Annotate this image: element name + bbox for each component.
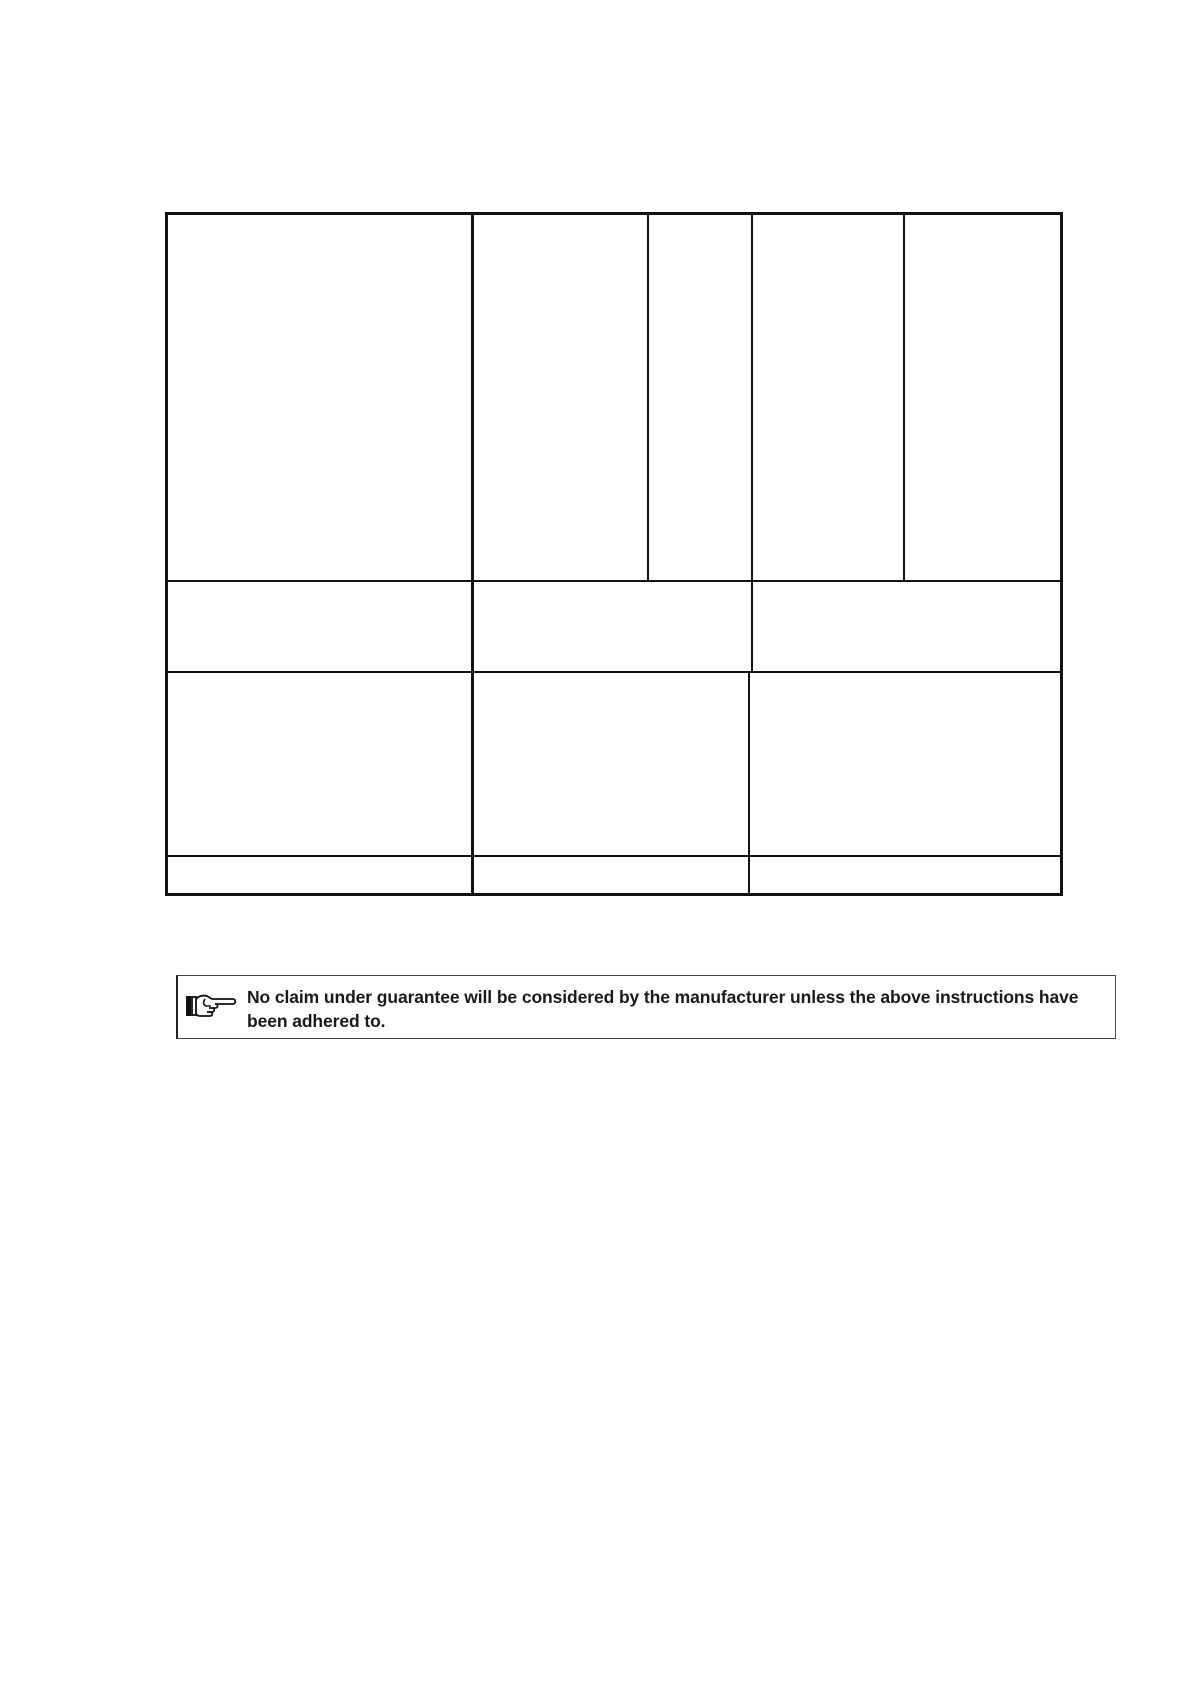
table-row-divider xyxy=(168,855,1060,857)
table-column-divider xyxy=(751,215,753,672)
table-column-divider xyxy=(748,671,750,893)
table-column-divider xyxy=(647,215,649,581)
table-column-divider xyxy=(471,215,474,893)
guarantee-notice xyxy=(176,975,1116,1039)
table-column-divider xyxy=(903,215,905,581)
table-row-divider xyxy=(168,580,1060,582)
blank-form-table xyxy=(165,212,1063,896)
table-row-divider xyxy=(168,671,1060,673)
pointing-hand-icon xyxy=(185,990,239,1022)
notice-text: No claim under guarantee will be considered by the manufacturer unless the above instructions have been adhered to. xyxy=(247,987,1079,1031)
